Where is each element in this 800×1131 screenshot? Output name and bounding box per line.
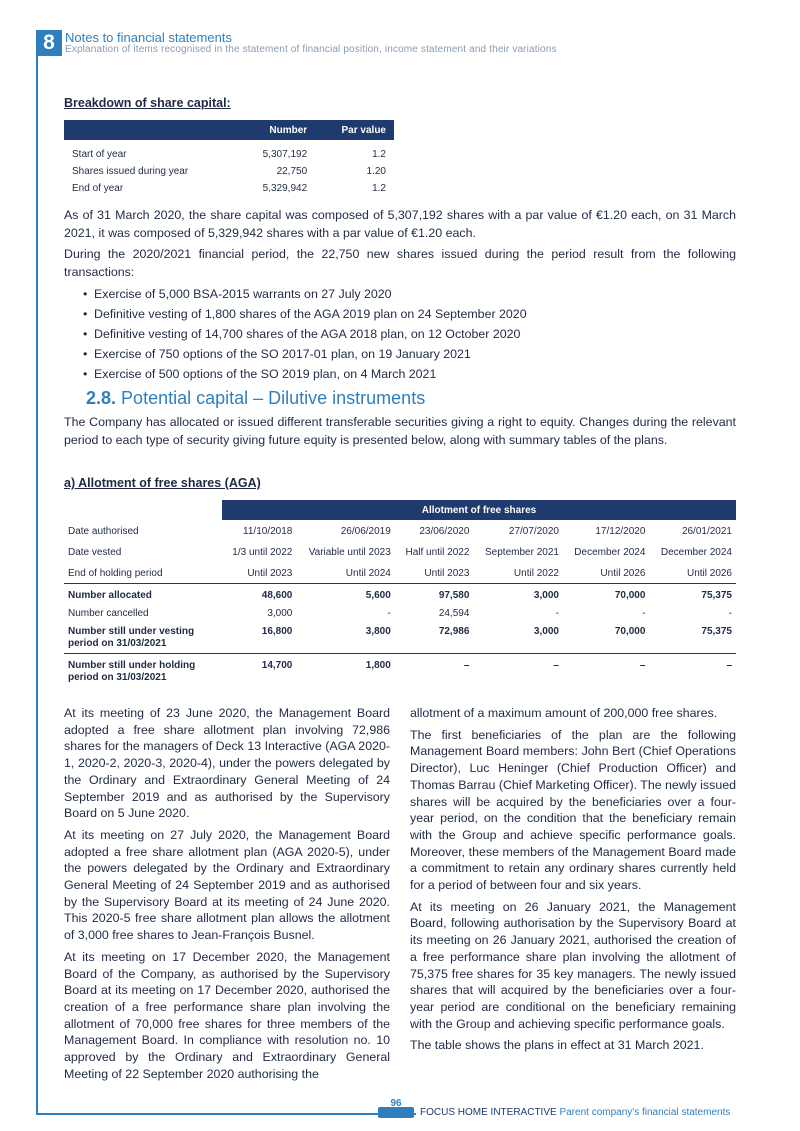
row-par: 1.2 — [372, 183, 386, 194]
paragraph: The first beneficiaries of the plan are the following Management Board members: John Bert (Chief Operations Director), Luc Heninger (Chief Production Officer) and Thomas Barrau (Chief Marketing Officer). The newly issued shares will be acquired by the beneficiaries over a four-year period, on the condition that the beneficiary remain with the Group and achieve specific performance goals. Moreover, these members of the Management Board made a commitment to retain any ordinary shares currently held for a period of between four and six years. — [410, 727, 736, 893]
chapter-number: 8 — [36, 30, 62, 56]
row-number: 5,329,942 — [262, 183, 308, 194]
cell: - — [387, 608, 391, 619]
cell: 5,600 — [296, 584, 394, 606]
paragraph: During the 2020/2021 financial period, the 22,750 new shares issued during the period result from the following transactions: — [64, 247, 736, 279]
cell: Until 2023 — [424, 568, 470, 579]
list-item: • Exercise of 5,000 BSA-2015 warrants on 27 July 2020 — [64, 284, 736, 304]
row-label: Number cancelled — [68, 608, 149, 619]
row-label: End of year — [72, 183, 124, 194]
table-row — [64, 180, 394, 197]
section-intro-block — [64, 414, 736, 449]
cell: 23/06/2020 — [419, 526, 470, 537]
cell: – — [649, 654, 736, 688]
cell: Until 2023 — [247, 568, 293, 579]
paragraph: allotment of a maximum amount of 200,000 free shares. — [410, 706, 718, 720]
cell: 48,600 — [222, 584, 296, 606]
paragraph: As of 31 March 2020, the share capital was composed of 5,307,192 shares with a par value of €1.20 each, on 31 March 2021, it was composed of 5,329,942 shares with a par value of €1.20 each. — [64, 208, 736, 240]
cell: September 2021 — [485, 547, 559, 558]
row-label: Number still under vesting period on 31/03/2021 — [68, 626, 195, 649]
cell: 72,986 — [438, 626, 470, 637]
cell: – — [473, 654, 563, 688]
row-label: Number still under holding period on 31/03/2021 — [64, 654, 222, 688]
cell: 3,000 — [267, 608, 293, 619]
cell: 27/07/2020 — [508, 526, 559, 537]
footer-doc: Parent company's financial statements — [559, 1107, 731, 1118]
paragraph: The table shows the plans in effect at 31 March 2021. — [410, 1038, 704, 1053]
row-label: Date authorised — [68, 526, 139, 537]
cell: 11/10/2018 — [243, 526, 293, 537]
table-row — [64, 584, 736, 606]
table-row — [64, 520, 736, 541]
row-par: 1.20 — [366, 166, 386, 177]
row-label: Shares issued during year — [72, 166, 189, 177]
cell: - — [642, 608, 646, 619]
cell: 97,580 — [395, 584, 474, 606]
aga-table-caption: Allotment of free shares — [222, 500, 736, 520]
cell: 75,375 — [701, 626, 732, 637]
paragraph: At its meeting on 17 December 2020, the Management Board of the Company, as authorised by the Supervisory Board at its meeting on 17 December 2020, authorised the creation of a free performance share plan involving the allotment of 70,000 free shares for three members of the Management Board. In compliance with resolution no. 10 approved by the Ordinary and Extraordinary General Meeting of 22 September 2020 authorising the — [64, 949, 390, 1081]
share-capital-heading: Breakdown of share capital: — [64, 96, 231, 110]
section-heading — [86, 388, 758, 409]
cell: – — [395, 654, 474, 688]
paragraph: At its meeting on 26 January 2021, the Management Board, following authorisation by the Supervisory Board at its meeting on 26 January 2021, authorised the creation of a free performance share plan involving the allotment of 75,375 free shares for 35 key managers. The newly issued shares that will acquired by the beneficiaries over a four-year period are conditional on the beneficiary remaining with the Group and achieving specific performance goals. — [410, 899, 736, 1031]
cell: - — [555, 608, 559, 619]
cell: – — [563, 654, 649, 688]
table-header-blank — [64, 120, 236, 140]
cell: 3,000 — [533, 626, 559, 637]
cell: Until 2026 — [686, 568, 732, 579]
paragraph: At its meeting of 23 June 2020, the Management Board adopted a free share allotment plan involving 72,986 shares for the managers of Deck 13 Interactive (AGA 2020-1, 2020-2, 2020-3, 2020-4), under the powers delegated by the Ordinary and Extraordinary General Meeting of 24 September 2019 and as authorised by the Supervisory Board on 5 June 2020. — [64, 706, 390, 821]
cell: 17/12/2020 — [595, 526, 646, 537]
footer-rule — [36, 1113, 416, 1115]
table-row — [64, 562, 736, 584]
cell: 24,594 — [438, 608, 470, 619]
table-header-blank — [64, 500, 222, 520]
section-title: Potential capital – Dilutive instruments — [121, 388, 426, 408]
row-label: Number allocated — [64, 584, 222, 606]
cell: Half until 2022 — [405, 547, 470, 558]
cell: Until 2022 — [513, 568, 559, 579]
cell: 75,375 — [649, 584, 736, 606]
row-label: Date vested — [68, 547, 122, 558]
table-row — [64, 623, 736, 654]
cell: Until 2026 — [600, 568, 646, 579]
section-number: 2.8. — [86, 388, 117, 408]
cell: 26/01/2021 — [681, 526, 732, 537]
cell: 3,000 — [473, 584, 563, 606]
aga-heading: a) Allotment of free shares (AGA) — [64, 476, 261, 490]
cell: Until 2024 — [345, 568, 391, 579]
cell: 1/3 until 2022 — [232, 547, 293, 558]
table-row — [64, 654, 736, 688]
table-row — [64, 163, 394, 180]
left-rule — [36, 52, 38, 1114]
section-intro: The Company has allocated or issued different transferable securities giving a right to equity. Changes during the relevant period to each type of security giving future equity is presented below, along with summary tables of the plans. — [64, 415, 736, 447]
row-par: 1.2 — [372, 149, 386, 160]
cell: 14,700 — [222, 654, 296, 688]
table-row — [64, 140, 394, 163]
footer-text — [420, 1107, 730, 1118]
row-number: 5,307,192 — [262, 149, 308, 160]
paragraph: At its meeting on 27 July 2020, the Management Board adopted a free share allotment plan (AGA 2020-5), under the powers delegated by the Ordinary and Extraordinary General Meeting of 24 September 2019 and as authorised by the Supervisory Board at its meeting of 24 June 2020. This 2020-5 free share allotment plan allows the allotment of 3,000 free shares to Jean-François Busnel. — [64, 827, 390, 943]
cell: December 2024 — [660, 547, 732, 558]
footer-company: FOCUS HOME INTERACTIVE — [420, 1107, 557, 1118]
cell: 16,800 — [261, 626, 293, 637]
share-capital-table — [64, 120, 394, 197]
header-title: Notes to financial statements — [65, 30, 232, 45]
page-number: 96 — [390, 1098, 402, 1109]
list-item: • Exercise of 750 options of the SO 2017-01 plan, on 19 January 2021 — [64, 344, 736, 364]
list-item: • Definitive vesting of 1,800 shares of the AGA 2019 plan on 24 September 2020 — [64, 304, 736, 324]
col-par-value: Par value — [315, 120, 394, 140]
cell: 26/06/2019 — [340, 526, 391, 537]
list-item: • Definitive vesting of 14,700 shares of the AGA 2018 plan, on 12 October 2020 — [64, 324, 736, 344]
col-number: Number — [236, 120, 315, 140]
cell: Variable until 2023 — [308, 547, 391, 558]
share-capital-text — [64, 207, 736, 384]
left-column — [64, 705, 390, 1087]
cell: 3,800 — [365, 626, 391, 637]
cell: 70,000 — [614, 626, 646, 637]
right-column — [410, 705, 736, 1059]
header-subtitle: Explanation of items recognised in the statement of financial position, income statement and their variations — [65, 44, 557, 55]
row-label: Start of year — [72, 149, 127, 160]
row-label: End of holding period — [68, 568, 163, 579]
aga-table — [64, 500, 736, 687]
cell: December 2024 — [574, 547, 646, 558]
table-row — [64, 541, 736, 562]
cell: 70,000 — [563, 584, 649, 606]
list-item: • Exercise of 500 options of the SO 2019 plan, on 4 March 2021 — [64, 364, 736, 384]
table-row — [64, 605, 736, 623]
cell: - — [728, 608, 732, 619]
row-number: 22,750 — [276, 166, 308, 177]
transactions-list — [64, 284, 736, 384]
cell: 1,800 — [296, 654, 394, 688]
